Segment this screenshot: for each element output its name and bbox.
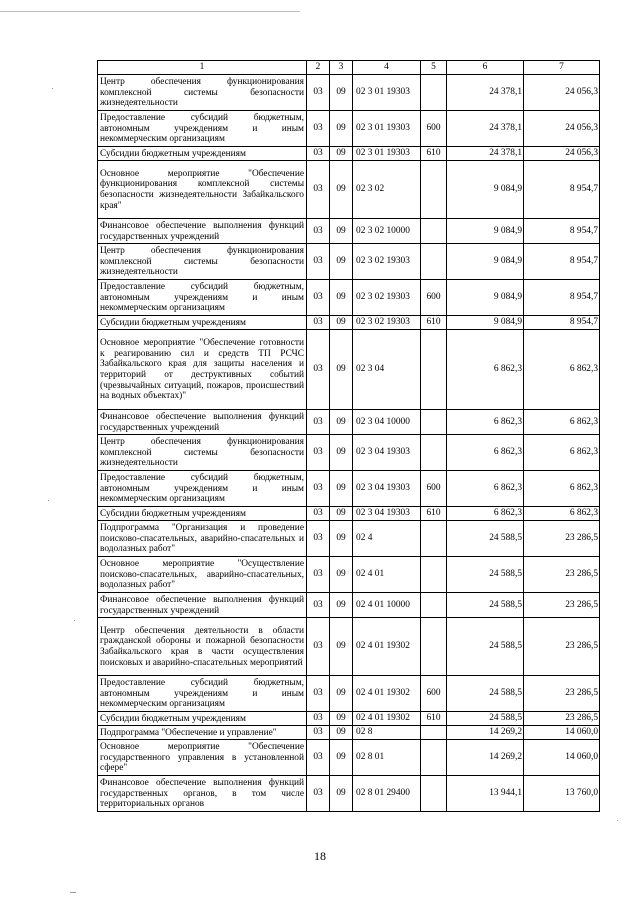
target-article-cell: 02 8 [353,726,421,740]
table-row [98,75,600,111]
table-row [98,618,600,676]
subsection-code-cell: 09 [330,740,353,776]
amount-col6-cell: 9 084,9 [447,280,524,316]
amount-col7-cell: 8 954,7 [524,219,600,244]
amount-col6-cell: 24 378,1 [447,147,524,161]
top-rule [0,11,300,12]
section-code-cell: 03 [307,147,330,161]
section-code-cell: 03 [307,161,330,219]
table-row [98,435,600,471]
amount-col7-cell: 24 056,3 [524,75,600,111]
amount-col6-cell: 9 084,9 [447,219,524,244]
subsection-code-cell: 09 [330,147,353,161]
section-code-cell: 03 [307,410,330,435]
amount-col6-cell: 14 269,2 [447,726,524,740]
table-row [98,593,600,618]
amount-col6-cell: 14 269,2 [447,740,524,776]
subsection-code-cell: 09 [330,521,353,557]
section-code-cell: 03 [307,557,330,593]
row-name-cell: Финансовое обеспечение выполнения функций государственных учреждений [98,593,307,618]
expense-type-cell [421,244,447,280]
amount-col7-cell: 6 862,3 [524,507,600,521]
table-row [98,740,600,776]
target-article-cell: 02 8 01 29400 [353,776,421,812]
amount-col7-cell: 14 060,0 [524,740,600,776]
expense-type-cell: 600 [421,111,447,147]
table-row [98,471,600,507]
table-row [98,776,600,812]
subsection-code-cell: 09 [330,280,353,316]
expense-type-cell [421,161,447,219]
expense-type-cell [421,740,447,776]
target-article-cell: 02 3 01 19303 [353,75,421,111]
scan-speck [617,820,618,821]
section-code-cell: 03 [307,521,330,557]
amount-col6-cell: 13 944,1 [447,776,524,812]
amount-col7-cell: 23 286,5 [524,676,600,712]
header-cell-5: 5 [421,61,447,75]
expense-type-cell: 610 [421,147,447,161]
target-article-cell: 02 3 04 [353,330,421,410]
target-article-cell: 02 4 01 [353,557,421,593]
section-code-cell: 03 [307,740,330,776]
subsection-code-cell: 09 [330,557,353,593]
row-name-cell: Финансовое обеспечение выполнения функций государственных учреждений [98,219,307,244]
expense-type-cell [421,435,447,471]
target-article-cell: 02 3 02 19303 [353,280,421,316]
header-cell-1: 1 [98,61,307,75]
row-name-cell: Финансовое обеспечение выполнения функций государственных органов, в том числе территориальных органов [98,776,307,812]
row-name-cell: Предоставление субсидий бюджетным, автономным учреждениям и иным некоммерческим организациям [98,471,307,507]
row-name-cell: Предоставление субсидий бюджетным, автономным учреждениям и иным некоммерческим организациям [98,676,307,712]
table-row [98,557,600,593]
subsection-code-cell: 09 [330,776,353,812]
scan-speck [48,500,49,501]
row-name-cell: Субсидии бюджетным учреждениям [98,507,307,521]
header-cell-3: 3 [330,61,353,75]
amount-col7-cell: 23 286,5 [524,712,600,726]
section-code-cell: 03 [307,726,330,740]
table-row [98,147,600,161]
section-code-cell: 03 [307,244,330,280]
expense-type-cell: 610 [421,507,447,521]
budget-table [97,60,600,812]
row-name-cell: Предоставление субсидий бюджетным, автономным учреждениям и иным некоммерческим организациям [98,280,307,316]
target-article-cell: 02 3 04 10000 [353,410,421,435]
amount-col7-cell: 24 056,3 [524,147,600,161]
amount-col7-cell: 23 286,5 [524,593,600,618]
amount-col7-cell: 6 862,3 [524,330,600,410]
header-cell-7: 7 [524,61,600,75]
row-name-cell: Основное мероприятие "Обеспечение готовности к реагированию сил и средств ТП РСЧС Забайкальского края для защиты населения и территорий от деструктивных событий (чрезвычайных ситуаций, пожаров, происшествий на водных объектах)" [98,330,307,410]
target-article-cell: 02 3 02 10000 [353,219,421,244]
target-article-cell: 02 3 02 19303 [353,316,421,330]
table-row [98,330,600,410]
target-article-cell: 02 4 01 19302 [353,618,421,676]
section-code-cell: 03 [307,111,330,147]
target-article-cell: 02 3 01 19303 [353,147,421,161]
section-code-cell: 03 [307,593,330,618]
amount-col6-cell: 24 378,1 [447,75,524,111]
subsection-code-cell: 09 [330,726,353,740]
amount-col6-cell: 6 862,3 [447,471,524,507]
row-name-cell: Центр обеспечения функционирования комплексной системы безопасности жизнедеятельности [98,435,307,471]
table-body [98,75,600,812]
header-cell-6: 6 [447,61,524,75]
table-row [98,219,600,244]
amount-col6-cell: 9 084,9 [447,244,524,280]
subsection-code-cell: 09 [330,435,353,471]
subsection-code-cell: 09 [330,410,353,435]
target-article-cell: 02 3 02 19303 [353,244,421,280]
amount-col7-cell: 23 286,5 [524,557,600,593]
section-code-cell: 03 [307,435,330,471]
row-name-cell: Основное мероприятие "Осуществление поисково-спасательных, аварийно-спасательных, водолазных работ" [98,557,307,593]
row-name-cell: Финансовое обеспечение выполнения функций государственных учреждений [98,410,307,435]
amount-col7-cell: 8 954,7 [524,161,600,219]
amount-col6-cell: 9 084,9 [447,316,524,330]
amount-col7-cell: 23 286,5 [524,618,600,676]
subsection-code-cell: 09 [330,316,353,330]
amount-col6-cell: 6 862,3 [447,410,524,435]
table-row [98,712,600,726]
amount-col7-cell: 13 760,0 [524,776,600,812]
expense-type-cell: 610 [421,712,447,726]
amount-col7-cell: 24 056,3 [524,111,600,147]
expense-type-cell [421,219,447,244]
target-article-cell: 02 4 01 19302 [353,712,421,726]
amount-col6-cell: 24 588,5 [447,593,524,618]
subsection-code-cell: 09 [330,507,353,521]
table-row [98,244,600,280]
row-name-cell: Подпрограмма "Обеспечение и управление" [98,726,307,740]
page-number: 18 [314,849,326,863]
expense-type-cell [421,75,447,111]
amount-col7-cell: 8 954,7 [524,316,600,330]
table-row [98,161,600,219]
row-name-cell: Субсидии бюджетным учреждениям [98,712,307,726]
amount-col6-cell: 24 378,1 [447,111,524,147]
expense-type-cell [421,726,447,740]
expense-type-cell: 600 [421,676,447,712]
subsection-code-cell: 09 [330,471,353,507]
section-code-cell: 03 [307,776,330,812]
table-row [98,507,600,521]
subsection-code-cell: 09 [330,75,353,111]
expense-type-cell [421,593,447,618]
amount-col6-cell: 24 588,5 [447,521,524,557]
scan-speck [74,620,75,621]
section-code-cell: 03 [307,618,330,676]
target-article-cell: 02 3 01 19303 [353,111,421,147]
expense-type-cell [421,618,447,676]
expense-type-cell: 600 [421,471,447,507]
row-name-cell: Центр обеспечения функционирования комплексной системы безопасности жизнедеятельности [98,244,307,280]
table-row [98,726,600,740]
target-article-cell: 02 4 [353,521,421,557]
table-header-row [98,61,600,75]
amount-col6-cell: 6 862,3 [447,435,524,471]
amount-col7-cell: 8 954,7 [524,280,600,316]
expense-type-cell [421,410,447,435]
row-name-cell: Предоставление субсидий бюджетным, автономным учреждениям и иным некоммерческим организациям [98,111,307,147]
amount-col6-cell: 24 588,5 [447,557,524,593]
table-row [98,676,600,712]
subsection-code-cell: 09 [330,161,353,219]
target-article-cell: 02 3 04 19303 [353,471,421,507]
section-code-cell: 03 [307,507,330,521]
row-name-cell: Центр обеспечения функционирования комплексной системы безопасности жизнедеятельности [98,75,307,111]
header-cell-4: 4 [353,61,421,75]
subsection-code-cell: 09 [330,219,353,244]
row-name-cell: Основное мероприятие "Обеспечение государственного управления в установленной сфере" [98,740,307,776]
amount-col7-cell: 14 060,0 [524,726,600,740]
amount-col6-cell: 24 588,5 [447,712,524,726]
amount-col6-cell: 24 588,5 [447,618,524,676]
expense-type-cell: 600 [421,280,447,316]
amount-col6-cell: 6 862,3 [447,507,524,521]
amount-col7-cell: 23 286,5 [524,521,600,557]
section-code-cell: 03 [307,75,330,111]
table-row [98,410,600,435]
target-article-cell: 02 4 01 19302 [353,676,421,712]
target-article-cell: 02 3 02 [353,161,421,219]
section-code-cell: 03 [307,712,330,726]
expense-type-cell [421,776,447,812]
subsection-code-cell: 09 [330,330,353,410]
amount-col6-cell: 24 588,5 [447,676,524,712]
expense-type-cell [421,521,447,557]
amount-col6-cell: 9 084,9 [447,161,524,219]
expense-type-cell [421,330,447,410]
subsection-code-cell: 09 [330,111,353,147]
amount-col7-cell: 6 862,3 [524,471,600,507]
subsection-code-cell: 09 [330,244,353,280]
subsection-code-cell: 09 [330,676,353,712]
table-row [98,316,600,330]
target-article-cell: 02 4 01 10000 [353,593,421,618]
table-row [98,280,600,316]
amount-col7-cell: 6 862,3 [524,410,600,435]
amount-col6-cell: 6 862,3 [447,330,524,410]
expense-type-cell [421,557,447,593]
amount-col7-cell: 6 862,3 [524,435,600,471]
scan-speck [52,88,53,89]
target-article-cell: 02 3 04 19303 [353,507,421,521]
row-name-cell: Центр обеспечения деятельности в области гражданской обороны и пожарной безопасности Забайкальского края в части осуществления поисковых и аварийно-спасательных мероприятий [98,618,307,676]
target-article-cell: 02 3 04 19303 [353,435,421,471]
table-row [98,111,600,147]
row-name-cell: Подпрограмма "Организация и проведение поисково-спасательных, аварийно-спасательных и водолазных работ" [98,521,307,557]
row-name-cell: Субсидии бюджетным учреждениям [98,316,307,330]
subsection-code-cell: 09 [330,593,353,618]
subsection-code-cell: 09 [330,618,353,676]
header-cell-2: 2 [307,61,330,75]
section-code-cell: 03 [307,219,330,244]
table-row [98,521,600,557]
row-name-cell: Основное мероприятие "Обеспечение функционирования комплексной системы безопасности жизнедеятельности Забайкальского края" [98,161,307,219]
subsection-code-cell: 09 [330,712,353,726]
section-code-cell: 03 [307,471,330,507]
scan-speck [70,892,76,893]
target-article-cell: 02 8 01 [353,740,421,776]
amount-col7-cell: 8 954,7 [524,244,600,280]
section-code-cell: 03 [307,676,330,712]
section-code-cell: 03 [307,330,330,410]
section-code-cell: 03 [307,316,330,330]
row-name-cell: Субсидии бюджетным учреждениям [98,147,307,161]
expense-type-cell: 610 [421,316,447,330]
section-code-cell: 03 [307,280,330,316]
